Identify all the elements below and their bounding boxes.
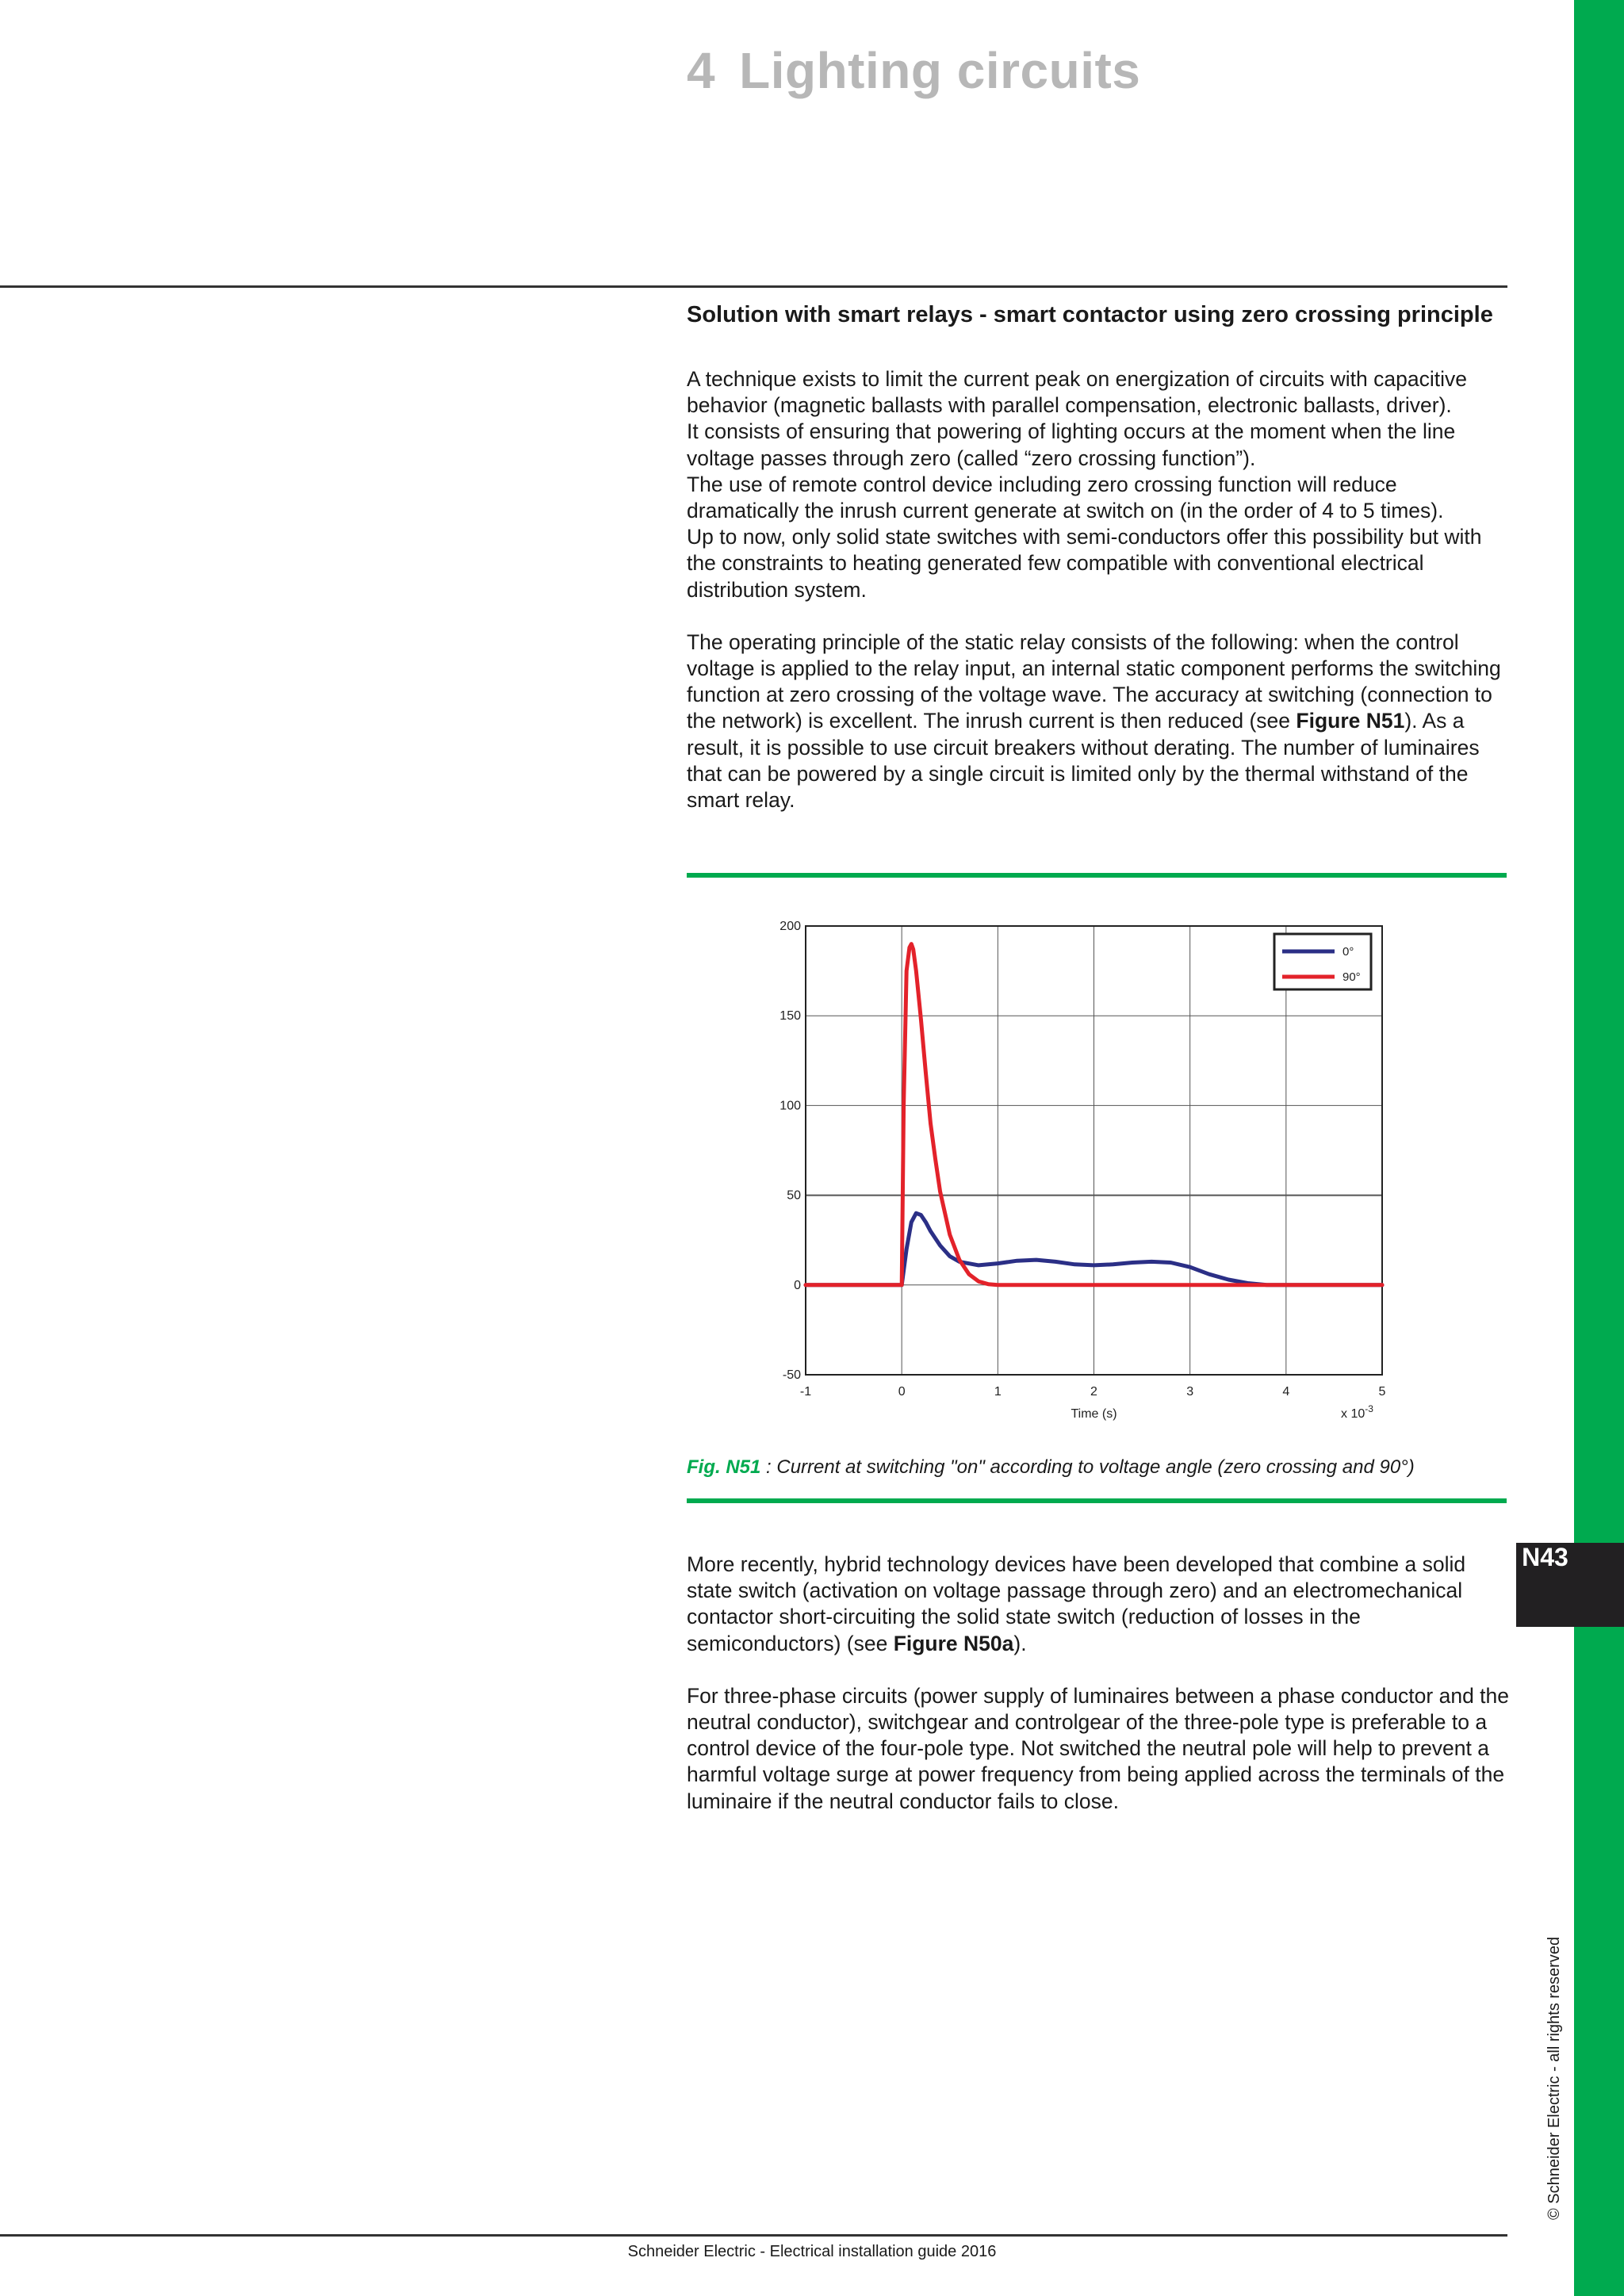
paragraph-operating-principle	[687, 629, 1511, 813]
y-tick-label: 200	[779, 920, 801, 933]
y-tick-label: 0	[794, 1278, 801, 1292]
text-run: More recently, hybrid technology devices have been developed that combine a solid state switch (activation on voltage passage through zero) and an electromechanical contactor short-circuiting the solid state switch (reduction of losses in the semiconductors) (see	[687, 1552, 1466, 1655]
figure-reference-link: Figure N50a	[893, 1631, 1014, 1655]
paragraph-hybrid	[687, 1552, 1511, 1657]
paragraph: A technique exists to limit the current peak on energization of circuits with capacitive behavior (magnetic ballasts with parallel compensation, electronic ballasts, driver).	[687, 367, 1467, 418]
x-tick-label: 4	[1282, 1385, 1290, 1399]
figure-reference-link: Figure N51	[1296, 709, 1405, 733]
paragraph: The use of remote control device including zero crossing function will reduce dramatically the inrush current generate at switch on (in the order of 4 to 5 times).	[687, 472, 1444, 523]
y-tick-label: 50	[787, 1188, 801, 1203]
text-run: The operating principle of the static relay consists of the following: when the control voltage is applied to the relay input, an internal static component performs the switching function at zero crossing of the voltage wave. The accuracy at switching (connection to the network) is excellent. The inrush current is then reduced (see	[687, 629, 1501, 733]
x-tick-label: 0	[898, 1385, 906, 1399]
x-tick-label: -1	[799, 1385, 812, 1399]
x-tick-label: 1	[994, 1385, 1002, 1399]
footer-text: Schneider Electric - Electrical installation guide 2016	[627, 2243, 997, 2260]
chapter-title	[687, 41, 1140, 100]
y-tick-label: 100	[779, 1099, 801, 1113]
paragraph: It consists of ensuring that powering of lighting occurs at the moment when the line voltage passes through zero (called “zero crossing function”).	[687, 419, 1456, 470]
paragraph: Up to now, only solid state switches with semi-conductors offer this possibility but with the constraints to heating generated few compatible with conventional electrical distribution system.	[687, 525, 1482, 602]
section-heading: Solution with smart relays - smart contactor using zero crossing principle	[687, 302, 1493, 327]
x-axis-multiplier: x $10^{-3}$	[1341, 1403, 1373, 1421]
inrush-current-chart	[766, 910, 1392, 1429]
page-number-tab	[1516, 1543, 1624, 1627]
legend-label: 0°	[1342, 945, 1354, 959]
paragraph-three-phase: For three-phase circuits (power supply of luminaires between a phase conductor and the neutral conductor), switchgear and controlgear of the three-pole type is preferable to a control device of the four-pole type. Not switched the neutral pole will help to prevent a harmful voltage surge at power frequency from being applied across the terminals of the luminaire if the neutral conductor fails to close.	[687, 1683, 1510, 1813]
x-axis-label: Time (s)	[1071, 1407, 1117, 1421]
chart-svg	[766, 910, 1392, 1429]
side-color-bar	[1574, 0, 1624, 2296]
page-number: N43	[1522, 1543, 1568, 1571]
figure-label: Fig. N51	[687, 1456, 761, 1478]
y-tick-label: 150	[779, 1009, 801, 1024]
hybrid-text	[687, 1552, 1511, 1815]
text-run: ). As a result, it is possible to use circuit breakers without derating. The number of luminaires that can be powered by a single circuit is limited only by the thermal withstand of the smart relay.	[687, 709, 1480, 813]
chapter-number: 4	[687, 42, 716, 99]
legend-label: 90°	[1342, 970, 1361, 984]
text-run: ).	[1013, 1631, 1027, 1655]
y-tick-label: -50	[782, 1368, 801, 1382]
x-tick-label: 5	[1378, 1385, 1386, 1399]
figure-top-rule	[687, 873, 1507, 878]
x-tick-label: 2	[1090, 1385, 1097, 1399]
chapter-title-text: Lighting circuits	[739, 42, 1141, 99]
copyright-notice: © Schneider Electric - all rights reserved	[1545, 1936, 1563, 2220]
x-axis-multiplier-exponent: -3	[1365, 1403, 1373, 1414]
intro-text	[687, 366, 1511, 813]
x-tick-label: 3	[1186, 1385, 1194, 1399]
figure-caption	[687, 1456, 1507, 1479]
figure-bottom-rule	[687, 1498, 1507, 1503]
header-divider	[0, 285, 1507, 288]
footer-divider	[0, 2234, 1507, 2237]
figure-caption-text: : Current at switching "on" according to voltage angle (zero crossing and 90°)	[760, 1456, 1415, 1478]
